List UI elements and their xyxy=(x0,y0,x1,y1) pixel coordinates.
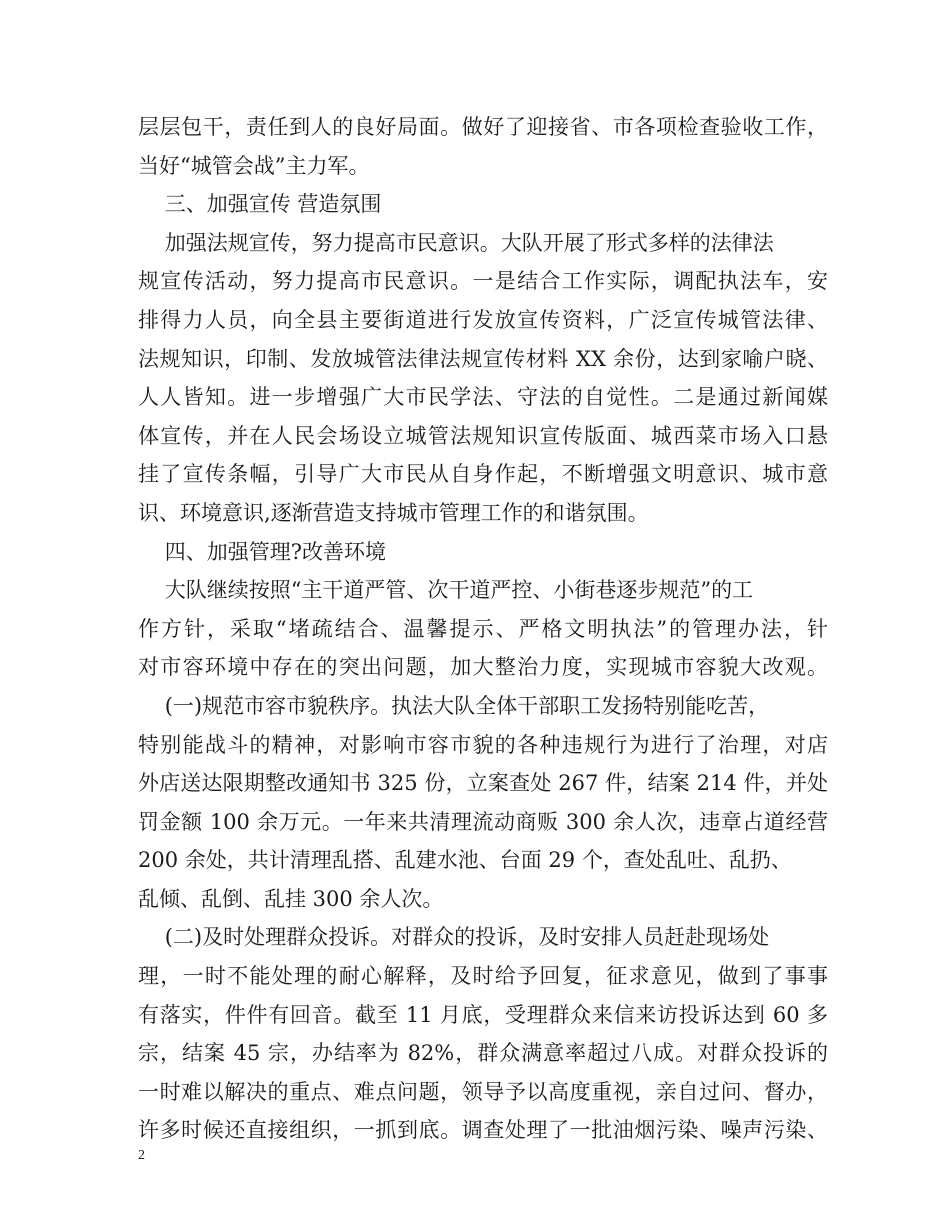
text-line: 四、加强管理?改善环境 xyxy=(138,539,386,564)
text-line: 挂了宣传条幅，引导广大市民从自身作起，不断增强文明意识、城市意 xyxy=(138,462,828,487)
text-line: 当好“城管会战”主力军。 xyxy=(138,153,370,178)
text-line: 作方针，采取“堵疏结合、温馨提示、严格文明执法”的管理办法，针 xyxy=(138,616,828,641)
body-text xyxy=(138,108,828,1150)
text-line: (一)规范市容市貌秩序。执法大队全体干部职工发扬特别能吃苦， xyxy=(138,693,770,718)
text-line: 加强法规宣传，努力提高市民意识。大队开展了形式多样的法律法 xyxy=(138,230,774,255)
text-line: 对市容环境中存在的突出问题，加大整治力度，实现城市容貌大改观。 xyxy=(138,655,828,680)
text-line: 规宣传活动，努力提高市民意识。一是结合工作实际，调配执法车，安 xyxy=(138,269,828,294)
text-line: 识、环境意识,逐渐营造支持城市管理工作的和谐氛围。 xyxy=(138,500,649,525)
text-line: 法规知识，印制、发放城管法律法规宣传材料 XX 余份，达到家喻户晓、 xyxy=(138,346,828,371)
text-line: 理，一时不能处理的耐心解释，及时给予回复，征求意见，做到了事事 xyxy=(138,964,828,989)
text-line: 特别能战斗的精神，对影响市容市貌的各种违规行为进行了治理，对店 xyxy=(138,732,828,757)
text-line: (二)及时处理群众投诉。对群众的投诉，及时安排人员赶赴现场处 xyxy=(138,925,770,950)
text-line: 层层包干，责任到人的良好局面。做好了迎接省、市各项检查验收工作， xyxy=(138,115,828,139)
text-line: 许多时候还直接组织，一抓到底。调查处理了一批油烟污染、噪声污染、 xyxy=(138,1118,828,1143)
text-line: 一时难以解决的重点、难点问题，领导予以高度重视，亲自过问、督办， xyxy=(138,1079,828,1104)
text-line: 三、加强宣传 营造氛围 xyxy=(138,192,382,217)
text-line: 宗，结案 45 宗，办结率为 82%，群众满意率超过八成。对群众投诉的 xyxy=(138,1041,828,1066)
text-line: 排得力人员，向全县主要街道进行发放宣传资料，广泛宣传城管法律、 xyxy=(138,307,828,332)
text-line: 外店送达限期整改通知书 325 份，立案查处 267 件，结案 214 件，并处 xyxy=(138,771,828,796)
page-number: 2 xyxy=(138,1148,145,1163)
text-line: 有落实，件件有回音。截至 11 月底，受理群众来信来访投诉达到 60 多 xyxy=(138,1002,828,1027)
text-line: 200 余处，共计清理乱搭、乱建水池、台面 29 个，查处乱吐、乱扔、 xyxy=(138,848,792,873)
text-line: 人人皆知。进一步增强广大市民学法、守法的自觉性。二是通过新闻媒 xyxy=(138,385,828,410)
text-line: 体宣传，并在人民会场设立城管法规知识宣传版面、城西菜市场入口悬 xyxy=(138,423,828,448)
text-line: 乱倾、乱倒、乱挂 300 余人次。 xyxy=(138,886,444,911)
text-line: 罚金额 100 余万元。一年来共清理流动商贩 300 余人次，违章占道经营 xyxy=(138,809,828,834)
text-line: 大队继续按照“主干道严管、次干道严控、小街巷逐步规范”的工 xyxy=(138,578,754,603)
